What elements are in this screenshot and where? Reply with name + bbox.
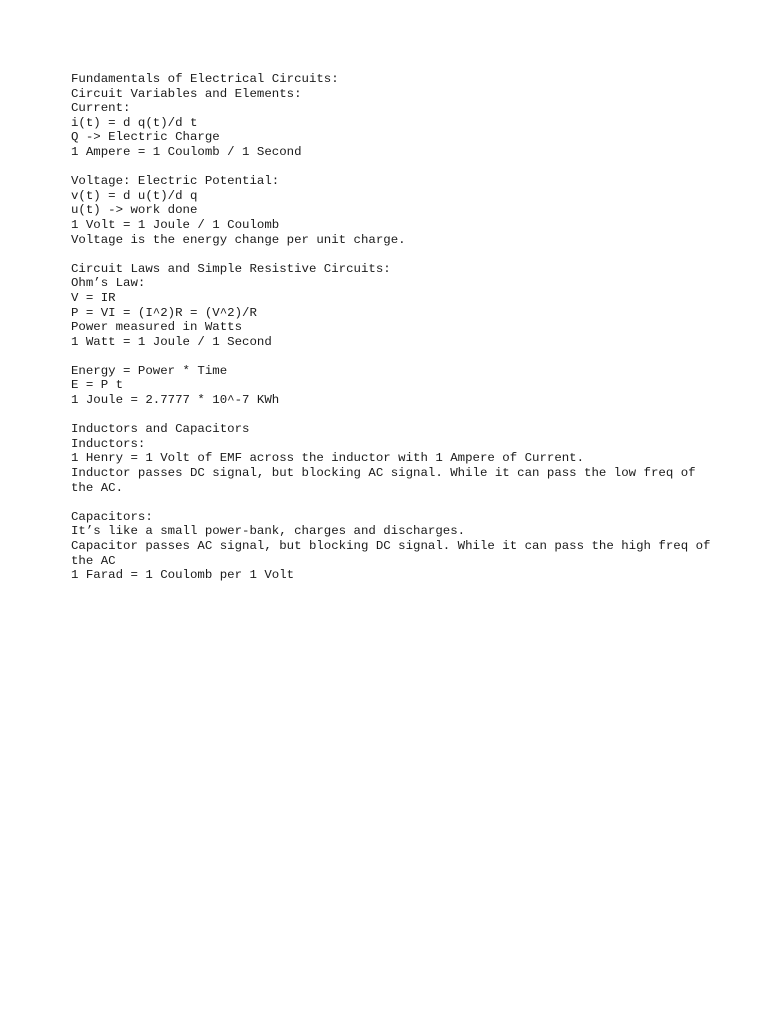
formula-line: P = VI = (I^2)R = (V^2)/R: [71, 305, 257, 320]
text-line: u(t) -> work done: [71, 203, 198, 218]
subheading: Capacitors:: [71, 509, 153, 524]
formula-line: Energy = Power * Time: [71, 363, 228, 378]
text-line: It’s like a small power-bank, charges and discharges.: [71, 524, 466, 539]
subheading: Voltage: Electric Potential:: [71, 174, 280, 189]
section-fundamentals: [71, 72, 711, 160]
text-line: Inductors:: [71, 436, 146, 451]
section-inductors: [71, 422, 711, 495]
section-circuit-laws: [71, 262, 711, 350]
text-line: Power measured in Watts: [71, 320, 243, 335]
document-page: [71, 72, 718, 597]
formula-line: 1 Joule = 2.7777 * 10^-7 KWh: [71, 393, 280, 408]
text-line: Current:: [71, 101, 131, 116]
formula-line: 1 Volt = 1 Joule / 1 Coulomb: [71, 217, 280, 232]
text-line: Inductor passes DC signal, but blocking AC signal. While it can pass the low freq of the AC.: [71, 466, 704, 495]
formula-line: v(t) = d u(t)/d q: [71, 188, 198, 203]
document-heading: Fundamentals of Electrical Circuits:: [71, 72, 339, 86]
subheading: Circuit Variables and Elements:: [71, 86, 302, 101]
section-capacitors: [71, 509, 718, 583]
formula-line: E = P t: [71, 378, 124, 393]
text-line: Ohm’s Law:: [71, 276, 146, 291]
text-line: 1 Henry = 1 Volt of EMF across the inductor with 1 Ampere of Current.: [71, 451, 585, 466]
text-line: Capacitor passes AC signal, but blocking DC signal. While it can pass the high freq of the AC: [71, 539, 718, 568]
formula-line: 1 Watt = 1 Joule / 1 Second: [71, 334, 272, 349]
section-energy: [71, 364, 711, 408]
subheading: Circuit Laws and Simple Resistive Circuits:: [71, 261, 391, 276]
formula-line: V = IR: [71, 290, 116, 305]
text-line: Voltage is the energy change per unit charge.: [71, 232, 406, 247]
section-voltage: [71, 174, 711, 247]
formula-line: i(t) = d q(t)/d t: [71, 115, 198, 130]
formula-line: 1 Farad = 1 Coulomb per 1 Volt: [71, 568, 295, 583]
formula-line: 1 Ampere = 1 Coulomb / 1 Second: [71, 144, 302, 159]
subheading: Inductors and Capacitors: [71, 422, 250, 437]
text-line: Q -> Electric Charge: [71, 130, 220, 145]
